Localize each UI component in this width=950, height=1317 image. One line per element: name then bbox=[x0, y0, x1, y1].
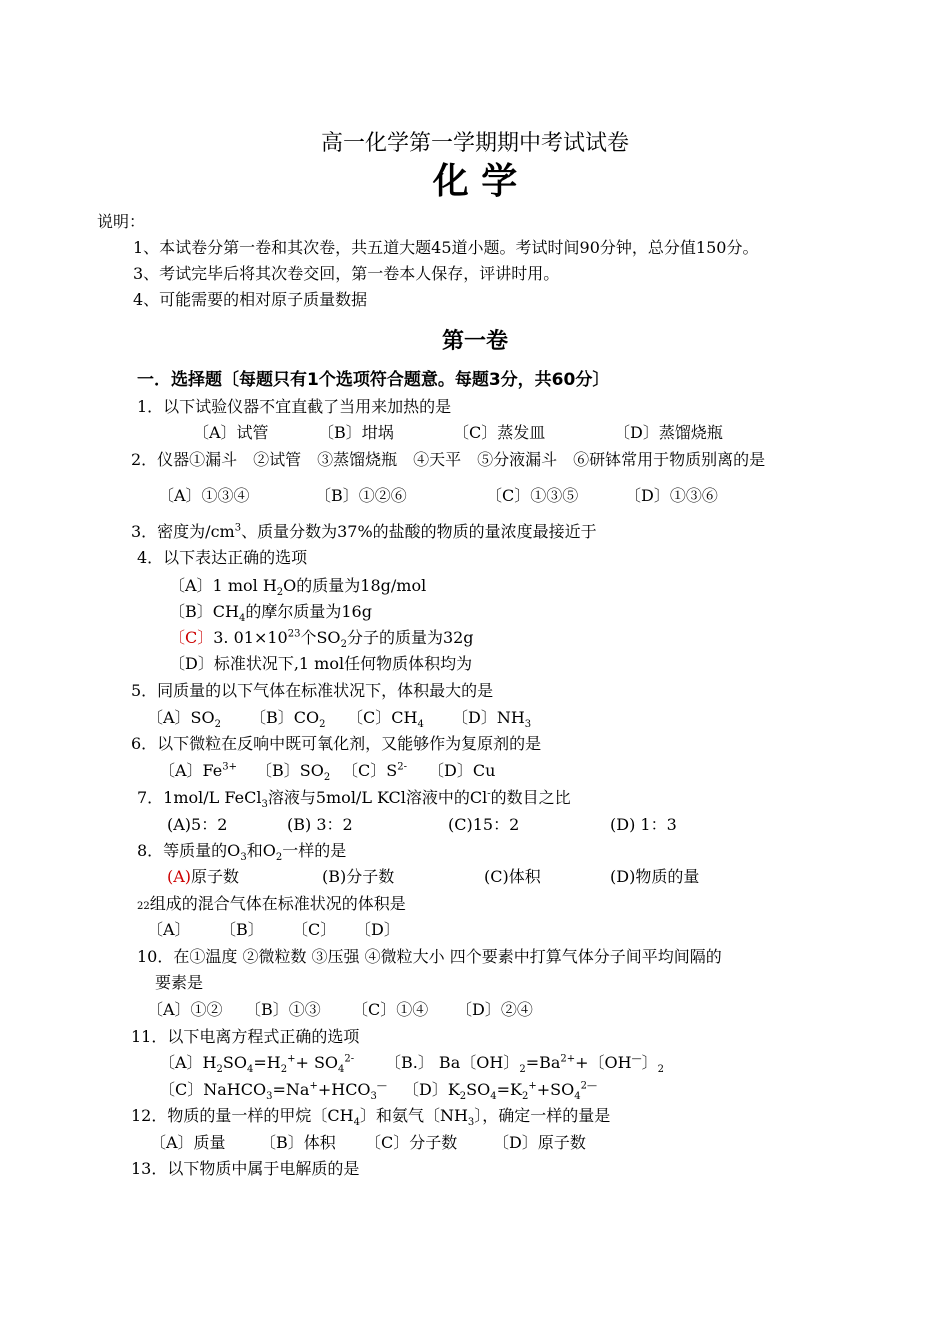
section-title: 一．选择题〔每题只有1个选项符合题意。每题3分，共60分〕 bbox=[137, 370, 610, 390]
question-10-stem-continued: 要素是 bbox=[155, 973, 204, 992]
q12-option-c: 〔C〕分子数 bbox=[365, 1133, 458, 1152]
q2-option-a: 〔A〕①③④ bbox=[158, 486, 250, 505]
question-8-stem: 8．等质量的$O_3$和$O_2$一样的是 bbox=[137, 841, 347, 864]
q2-option-c: 〔C〕①③⑤ bbox=[486, 486, 579, 505]
exam-title: 高一化学第一学期期中考试试卷 bbox=[320, 131, 629, 156]
q7-option-d: (D) 1：3 bbox=[610, 815, 677, 834]
q6-option-d: 〔D〕Cu bbox=[428, 761, 496, 780]
q1-option-a: 〔A〕试管 bbox=[193, 423, 269, 442]
q8-option-c: (C)体积 bbox=[484, 867, 541, 886]
q8-option-d: (D)物质的量 bbox=[610, 867, 700, 886]
q9-option-b: 〔B〕 bbox=[220, 920, 264, 939]
q7-option-c: (C)15：2 bbox=[448, 815, 520, 834]
q4-option-c: 〔C〕3. $01\times 10^{23}$个$SO_2$分子的质量为32g bbox=[169, 628, 474, 651]
volume-title: 第一卷 bbox=[441, 329, 508, 354]
q4-option-d: 〔D〕标准状况下,1 mol任何物质体积均为 bbox=[169, 654, 473, 673]
instruction-item-1: 1、本试卷分第一卷和其次卷，共五道大题45道小题。考试时间90分钟，总分值150分。 bbox=[133, 238, 759, 257]
q2-option-b: 〔B〕①②⑥ bbox=[315, 486, 407, 505]
q12-option-a: 〔A〕质量 bbox=[150, 1133, 226, 1152]
instructions-label: 说明： bbox=[97, 212, 146, 231]
q10-option-a: 〔A〕①② bbox=[147, 1000, 223, 1019]
subject-title: 化 学 bbox=[432, 161, 518, 202]
q10-option-b: 〔B〕①③ bbox=[245, 1000, 321, 1019]
q1-option-c: 〔C〕蒸发皿 bbox=[453, 423, 546, 442]
instruction-item-3: 3、考试完毕后将其次卷交回，第一卷本人保存，评讲时用。 bbox=[133, 264, 560, 283]
q1-option-b: 〔B〕坩埚 bbox=[318, 423, 394, 442]
question-11-stem: 11．以下电离方程式正确的选项 bbox=[131, 1027, 360, 1046]
question-9-stem: 22组成的混合气体在标准状况的体积是 bbox=[137, 894, 406, 913]
q1-option-d: 〔D〕蒸馏烧瓶 bbox=[614, 423, 723, 442]
q4-option-b: 〔B〕$CH_4$的摩尔质量为16g bbox=[169, 602, 372, 625]
q10-option-d: 〔D〕②④ bbox=[456, 1000, 533, 1019]
q7-option-b: (B) 3：2 bbox=[287, 815, 353, 834]
q5-option-a: 〔A〕$SO_2$ bbox=[147, 708, 222, 731]
q9-option-c: 〔C〕 bbox=[292, 920, 337, 939]
q7-option-a: (A)5：2 bbox=[167, 815, 228, 834]
q5-option-c: 〔C〕$CH_4$ bbox=[347, 708, 424, 731]
q2-option-d: 〔D〕①③⑥ bbox=[625, 486, 718, 505]
q6-option-c: 〔C〕$S^{2-}$ bbox=[342, 761, 407, 780]
q9-option-a: 〔A〕 bbox=[147, 920, 191, 939]
question-10-stem: 10．在①温度 ②微粒数 ③压强 ④微粒大小 四个要素中打算气体分子间平均间隔的 bbox=[137, 947, 722, 966]
q12-option-d: 〔D〕原子数 bbox=[493, 1133, 586, 1152]
q11-option-a: 〔A〕$H_2SO_4=H_2^++ SO_4^{2-}$ bbox=[159, 1053, 355, 1076]
question-7-stem: 7．1mol/L FeCl$_3$溶液与5mol/L KCl溶液中的Cl-的数目之比 bbox=[137, 788, 571, 811]
question-3-stem: 3．密度为$/cm^3$、质量分数为37%的盐酸的物质的量浓度最接近于 bbox=[131, 522, 597, 541]
q12-option-b: 〔B〕体积 bbox=[260, 1133, 336, 1152]
q6-option-b: 〔B〕$SO_2$ bbox=[256, 761, 331, 784]
instruction-item-4: 4、可能需要的相对原子质量数据 bbox=[133, 290, 368, 309]
question-2-stem: 2．仪器①漏斗 ②试管 ③蒸馏烧瓶 ④天平 ⑤分液漏斗 ⑥研钵常用于物质别离的是 bbox=[131, 450, 766, 469]
question-1-stem: 1．以下试验仪器不宜直截了当用来加热的是 bbox=[137, 397, 452, 416]
q5-option-b: 〔B〕$CO_2$ bbox=[250, 708, 326, 731]
question-12-stem: 12．物质的量一样的甲烷〔$CH_4$〕和氨气〔$NH_3$〕，确定一样的量是 bbox=[131, 1106, 611, 1129]
question-6-stem: 6．以下微粒在反响中既可氧化剂，又能够作为复原剂的是 bbox=[131, 734, 542, 753]
q4-option-a: 〔A〕1 mol $H_2O$的质量为18g/mol bbox=[169, 576, 427, 599]
question-4-stem: 4．以下表达正确的选项 bbox=[137, 548, 308, 567]
q11-option-d: 〔D〕$K_2SO_4=K_2^++SO_4^{2—}$ bbox=[403, 1080, 597, 1103]
question-13-stem: 13．以下物质中属于电解质的是 bbox=[131, 1159, 360, 1178]
q6-option-a: 〔A〕$Fe^{3+}$ bbox=[159, 761, 238, 780]
q8-option-b: (B)分子数 bbox=[322, 867, 395, 886]
q10-option-c: 〔C〕①④ bbox=[352, 1000, 429, 1019]
question-5-stem: 5．同质量的以下气体在标准状况下，体积最大的是 bbox=[131, 681, 494, 700]
q11-option-c: 〔C〕$NaHCO_3=Na^++HCO_3^—$ bbox=[159, 1080, 387, 1103]
q5-option-d: 〔D〕$NH_3$ bbox=[452, 708, 532, 731]
q9-option-d: 〔D〕 bbox=[355, 920, 400, 939]
q8-option-a: (A)原子数 bbox=[167, 867, 240, 886]
q11-option-b: 〔B.〕 Ba〔OH〕$_2=Ba^{2+}+$〔OH—〕$_2$ bbox=[385, 1053, 665, 1076]
